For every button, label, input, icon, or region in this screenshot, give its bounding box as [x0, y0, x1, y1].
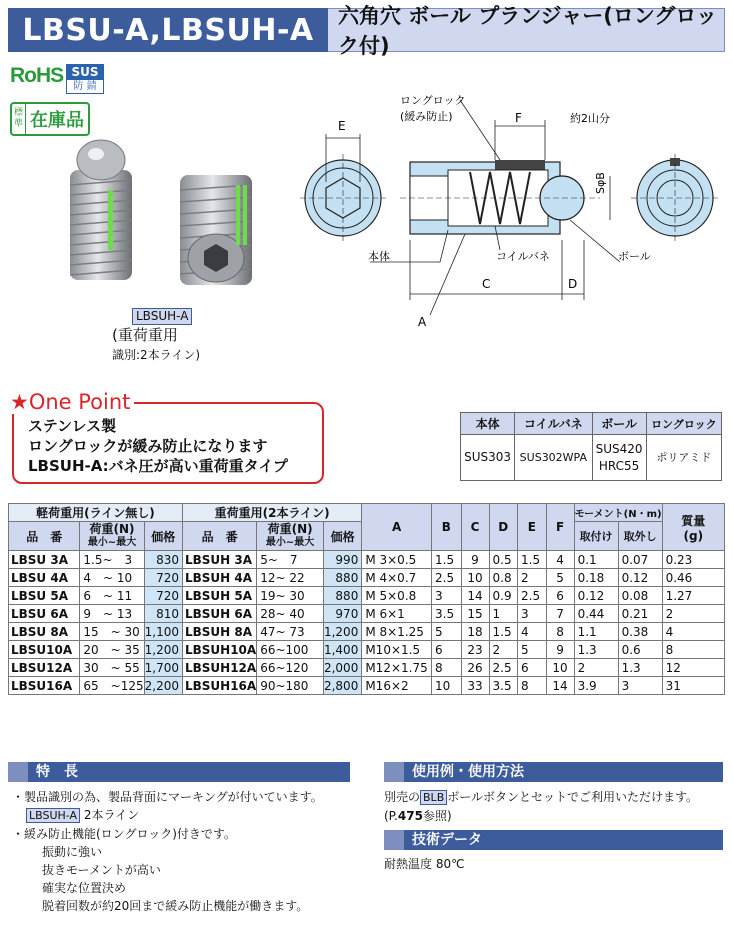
- light-part-number: LBSU10A: [9, 641, 80, 659]
- anti-loose-label: (緩み防止): [400, 110, 453, 123]
- heavy-part-number: LBSUH 4A: [182, 569, 256, 587]
- dim-c-value: 10: [461, 569, 489, 587]
- heavy-part-number: LBSUH 3A: [182, 551, 256, 569]
- dim-d-value: 2.5: [489, 659, 518, 677]
- table-row: [9, 641, 725, 659]
- dim-e-value: 6: [518, 659, 547, 677]
- rohs-badge: RoHS: [10, 64, 64, 87]
- material-body: SUS303: [461, 435, 515, 481]
- mass-value: 8: [662, 641, 724, 659]
- material-header-body: 本体: [461, 413, 515, 435]
- table-row: [9, 587, 725, 605]
- moment-remove-value: 0.12: [618, 569, 662, 587]
- light-part-number: LBSU 4A: [9, 569, 80, 587]
- heavy-part-number: LBSUH 5A: [182, 587, 256, 605]
- material-header-lock: ロングロック: [646, 413, 721, 435]
- light-price: 720: [144, 587, 182, 605]
- heavy-load-header: 重荷重用(2本ライン): [182, 504, 361, 522]
- mass-value: 4: [662, 623, 724, 641]
- dim-f-value: 8: [546, 623, 574, 641]
- dim-e-value: 4: [518, 623, 547, 641]
- light-part-number: LBSU 6A: [9, 605, 80, 623]
- usage-section-header: [384, 762, 723, 782]
- dim-b-value: 10: [432, 677, 461, 695]
- body-label: 本体: [368, 250, 390, 263]
- one-point-box: [12, 402, 324, 484]
- dim-c-value: 33: [461, 677, 489, 695]
- dim-c-value: 14: [461, 587, 489, 605]
- dim-c-value: 18: [461, 623, 489, 641]
- heavy-load-value: 90~180: [257, 677, 324, 695]
- usage-text: [384, 788, 698, 825]
- dim-d-value: 0.9: [489, 587, 518, 605]
- material-header-spring: コイルバネ: [515, 413, 592, 435]
- light-load-col-sub: 最小~最大: [87, 537, 137, 548]
- mass-header-unit: (g): [683, 528, 704, 543]
- dim-d-value: 2: [489, 641, 518, 659]
- side-section-view: [370, 100, 620, 315]
- tech-section-header: [384, 830, 723, 850]
- dim-b-value: 2.5: [432, 569, 461, 587]
- light-load-value: 20 ~ 35: [80, 641, 144, 659]
- feature-item: ・製品識別の為、製品背面にマーキングが付いています。: [12, 790, 323, 804]
- dim-e-value: 2: [518, 569, 547, 587]
- dim-b-value: 5: [432, 623, 461, 641]
- moment-remove-header: 取外し: [618, 522, 662, 551]
- stock-badge-small: 標準: [12, 104, 26, 134]
- coil-spring-label: コイルバネ: [496, 250, 550, 263]
- plunger-right-illustration: [180, 175, 252, 285]
- moment-remove-value: 0.07: [618, 551, 662, 569]
- heavy-price: 880: [323, 569, 361, 587]
- heavy-price: 2,000: [323, 659, 361, 677]
- moment-tighten-value: 0.1: [574, 551, 618, 569]
- dim-f-value: 6: [546, 587, 574, 605]
- dim-b-value: 3: [432, 587, 461, 605]
- light-load-value: 30 ~ 55: [80, 659, 144, 677]
- dim-f-value: 9: [546, 641, 574, 659]
- feature-subitem: 振動に強い: [42, 845, 103, 859]
- material-lock: ポリアミド: [646, 435, 721, 481]
- heavy-load-col-label: 荷重(N): [267, 522, 313, 536]
- mass-header: [662, 504, 724, 551]
- moment-tighten-value: 0.12: [574, 587, 618, 605]
- one-point-title: ★One Point: [10, 390, 134, 414]
- dim-f-value: 5: [546, 569, 574, 587]
- thread-label: 約2山分: [570, 112, 610, 125]
- dim-f-value: 14: [546, 677, 574, 695]
- col-d-header: D: [489, 504, 518, 551]
- moment-header: モーメント(N・m): [574, 504, 662, 522]
- heavy-part-header: 品 番: [182, 522, 256, 551]
- mass-value: 2: [662, 605, 724, 623]
- usage-ref-pre: (P.: [384, 809, 398, 823]
- moment-tighten-header: 取付け: [574, 522, 618, 551]
- moment-remove-value: 0.08: [618, 587, 662, 605]
- heavy-price: 990: [323, 551, 361, 569]
- dim-c-value: 15: [461, 605, 489, 623]
- dim-a-value: M12×1.75: [362, 659, 432, 677]
- heavy-load-label: (重荷重用: [112, 326, 178, 344]
- section-marker: [384, 830, 404, 850]
- usage-post: ボールボタンとセットでご利用いただけます。: [447, 790, 699, 804]
- dim-b-value: 3.5: [432, 605, 461, 623]
- dim-e-value: 8: [518, 677, 547, 695]
- dim-c-value: 9: [461, 551, 489, 569]
- dim-f-value: 7: [546, 605, 574, 623]
- light-price: 1,700: [144, 659, 182, 677]
- table-row: [9, 605, 725, 623]
- usage-pre: 別売の: [384, 790, 421, 804]
- features-title: 特 長: [36, 764, 78, 780]
- dim-e-value: 3: [518, 605, 547, 623]
- features-section-header: [8, 762, 350, 782]
- material-ball: [592, 435, 646, 481]
- header: [8, 4, 725, 58]
- usage-ref-page-link[interactable]: 475: [397, 809, 423, 823]
- end-view-right: [631, 154, 719, 242]
- light-price: 1,200: [144, 641, 182, 659]
- stock-badge-large: 在庫品: [30, 110, 84, 131]
- table-row: [9, 623, 725, 641]
- heavy-load-col-sub: 最小~最大: [265, 537, 315, 548]
- dim-b-value: 8: [432, 659, 461, 677]
- dim-c-label: C: [482, 277, 491, 291]
- blb-chip: BLB: [420, 790, 447, 805]
- col-a-header: A: [362, 504, 432, 551]
- material-ball-grade: SUS420: [595, 441, 643, 456]
- technical-drawing: [300, 90, 730, 335]
- dim-d-label: D: [568, 277, 578, 291]
- light-load-value: 9 ~ 13: [80, 605, 144, 623]
- plunger-left-illustration: [70, 140, 132, 280]
- moment-tighten-value: 0.18: [574, 569, 618, 587]
- mass-value: 0.46: [662, 569, 724, 587]
- heavy-load-value: 19~ 30: [257, 587, 324, 605]
- moment-tighten-value: 1.3: [574, 641, 618, 659]
- heavy-price: 970: [323, 605, 361, 623]
- light-price: 720: [144, 569, 182, 587]
- dim-a-value: M 6×1: [362, 605, 432, 623]
- moment-remove-value: 3: [618, 677, 662, 695]
- dim-d-value: 0.5: [489, 551, 518, 569]
- dim-a-value: M16×2: [362, 677, 432, 695]
- light-load-value: 15 ~ 30: [80, 623, 144, 641]
- moment-tighten-value: 2: [574, 659, 618, 677]
- long-lock-label: ロングロック: [400, 94, 466, 107]
- mass-value: 12: [662, 659, 724, 677]
- heavy-part-number: LBSUH16A: [182, 677, 256, 695]
- light-load-col-header: [80, 522, 144, 551]
- dim-a-value: M 3×0.5: [362, 551, 432, 569]
- dim-c-value: 23: [461, 641, 489, 659]
- heavy-price-header: 価格: [323, 522, 361, 551]
- dim-a-value: M 8×1.25: [362, 623, 432, 641]
- heavy-part-number: LBSUH12A: [182, 659, 256, 677]
- material-header-ball: ボール: [592, 413, 646, 435]
- dim-d-value: 1.5: [489, 623, 518, 641]
- heavy-price: 1,200: [323, 623, 361, 641]
- mass-value: 0.23: [662, 551, 724, 569]
- feature-subitem: 抜きモーメントが高い: [42, 863, 161, 877]
- heavy-load-value: 28~ 40: [257, 605, 324, 623]
- table-row: [9, 677, 725, 695]
- section-marker: [384, 762, 404, 782]
- light-price: 830: [144, 551, 182, 569]
- mass-value: 31: [662, 677, 724, 695]
- light-load-value: 1.5~ 3: [80, 551, 144, 569]
- ball-label: ボール: [618, 250, 651, 263]
- heavy-load-value: 5~ 7: [257, 551, 324, 569]
- sphere-b-label: SφB: [594, 172, 607, 194]
- material-spring: SUS302WPA: [515, 435, 592, 481]
- dim-b-value: 6: [432, 641, 461, 659]
- heavy-load-value: 47~ 73: [257, 623, 324, 641]
- dim-e-label: E: [338, 119, 346, 133]
- dim-a-value: M10×1.5: [362, 641, 432, 659]
- feature-item-text: 2本ライン: [80, 808, 140, 822]
- moment-tighten-value: 3.9: [574, 677, 618, 695]
- identification-label: 識別:2本ライン): [112, 348, 200, 362]
- sus-badge: [66, 64, 104, 94]
- one-point-line: ロングロックが緩み防止になります: [28, 437, 268, 455]
- moment-remove-value: 1.3: [618, 659, 662, 677]
- dim-d-value: 3.5: [489, 677, 518, 695]
- tech-temperature: 耐熱温度 80℃: [384, 857, 465, 871]
- light-part-number: LBSU 8A: [9, 623, 80, 641]
- dim-f-value: 4: [546, 551, 574, 569]
- light-price: 810: [144, 605, 182, 623]
- heavy-part-number: LBSUH10A: [182, 641, 256, 659]
- material-table: [460, 412, 722, 481]
- heavy-load-value: 12~ 22: [257, 569, 324, 587]
- dim-e-value: 1.5: [518, 551, 547, 569]
- moment-remove-value: 0.6: [618, 641, 662, 659]
- heavy-load-value: 66~100: [257, 641, 324, 659]
- product-name: 六角穴 ボール プランジャー(ロングロック付): [328, 8, 725, 52]
- light-load-value: 65 ~125: [80, 677, 144, 695]
- light-part-number: LBSU16A: [9, 677, 80, 695]
- heavy-model-label: LBSUH-A: [132, 308, 192, 325]
- usage-ref-post: 参照): [422, 809, 452, 823]
- usage-ref: [384, 807, 698, 825]
- moment-remove-value: 0.21: [618, 605, 662, 623]
- col-e-header: E: [518, 504, 547, 551]
- col-b-header: B: [432, 504, 461, 551]
- product-photo: [60, 130, 290, 305]
- feature-subitem: 確実な位置決め: [42, 881, 127, 895]
- light-price: 1,100: [144, 623, 182, 641]
- dim-a-value: M 5×0.8: [362, 587, 432, 605]
- col-c-header: C: [461, 504, 489, 551]
- model-title: LBSU-A,LBSUH-A: [8, 8, 328, 52]
- light-part-number: LBSU 5A: [9, 587, 80, 605]
- material-ball-hardness: HRC55: [598, 458, 640, 473]
- spec-table: [8, 503, 725, 695]
- dim-e-value: 5: [518, 641, 547, 659]
- dim-d-value: 1: [489, 605, 518, 623]
- moment-tighten-value: 1.1: [574, 623, 618, 641]
- heavy-part-number: LBSUH 6A: [182, 605, 256, 623]
- feature-item: ・緩み防止機能(ロングロック)付きです。: [12, 827, 236, 841]
- light-load-value: 6 ~ 11: [80, 587, 144, 605]
- light-price-header: 価格: [144, 522, 182, 551]
- dim-a-value: M 4×0.7: [362, 569, 432, 587]
- sus-badge-bottom: 防 錆: [73, 81, 97, 92]
- tech-title: 技術データ: [412, 832, 482, 848]
- heavy-price: 2,800: [323, 677, 361, 695]
- dim-c-value: 26: [461, 659, 489, 677]
- mass-header-label: 質量: [681, 513, 706, 528]
- end-view-left: [300, 134, 386, 242]
- feature-item: [12, 806, 323, 825]
- usage-line: [384, 788, 698, 807]
- sus-badge-top: SUS: [67, 65, 103, 80]
- light-load-value: 4 ~ 10: [80, 569, 144, 587]
- light-load-col-label: 荷重(N): [89, 522, 135, 536]
- dim-d-value: 0.8: [489, 569, 518, 587]
- features-list: [12, 788, 323, 915]
- dim-f-label: F: [515, 111, 522, 125]
- one-point-line: LBSUH-A:バネ圧が高い重荷重タイプ: [28, 457, 288, 475]
- heavy-load-col-header: [257, 522, 324, 551]
- section-marker: [8, 762, 28, 782]
- heavy-price: 880: [323, 587, 361, 605]
- heavy-load-value: 66~120: [257, 659, 324, 677]
- light-part-header: 品 番: [9, 522, 80, 551]
- table-row: [9, 569, 725, 587]
- moment-tighten-value: 0.44: [574, 605, 618, 623]
- dim-f-value: 10: [546, 659, 574, 677]
- one-point-line: ステンレス製: [28, 417, 117, 435]
- moment-remove-value: 0.38: [618, 623, 662, 641]
- table-row: [9, 659, 725, 677]
- light-price: 2,200: [144, 677, 182, 695]
- feature-subitem: 脱着回数が約20回まで緩み防止機能が働きます。: [42, 899, 309, 913]
- light-part-number: LBSU 3A: [9, 551, 80, 569]
- heavy-price: 1,400: [323, 641, 361, 659]
- mass-value: 1.27: [662, 587, 724, 605]
- heavy-part-number: LBSUH 8A: [182, 623, 256, 641]
- dim-e-value: 2.5: [518, 587, 547, 605]
- usage-title: 使用例・使用方法: [412, 764, 524, 780]
- model-chip: LBSUH-A: [26, 808, 80, 823]
- dim-a-label: A: [418, 315, 427, 329]
- col-f-header: F: [546, 504, 574, 551]
- table-row: [9, 551, 725, 569]
- light-part-number: LBSU12A: [9, 659, 80, 677]
- dim-b-value: 1.5: [432, 551, 461, 569]
- light-load-header: 軽荷重用(ライン無し): [9, 504, 183, 522]
